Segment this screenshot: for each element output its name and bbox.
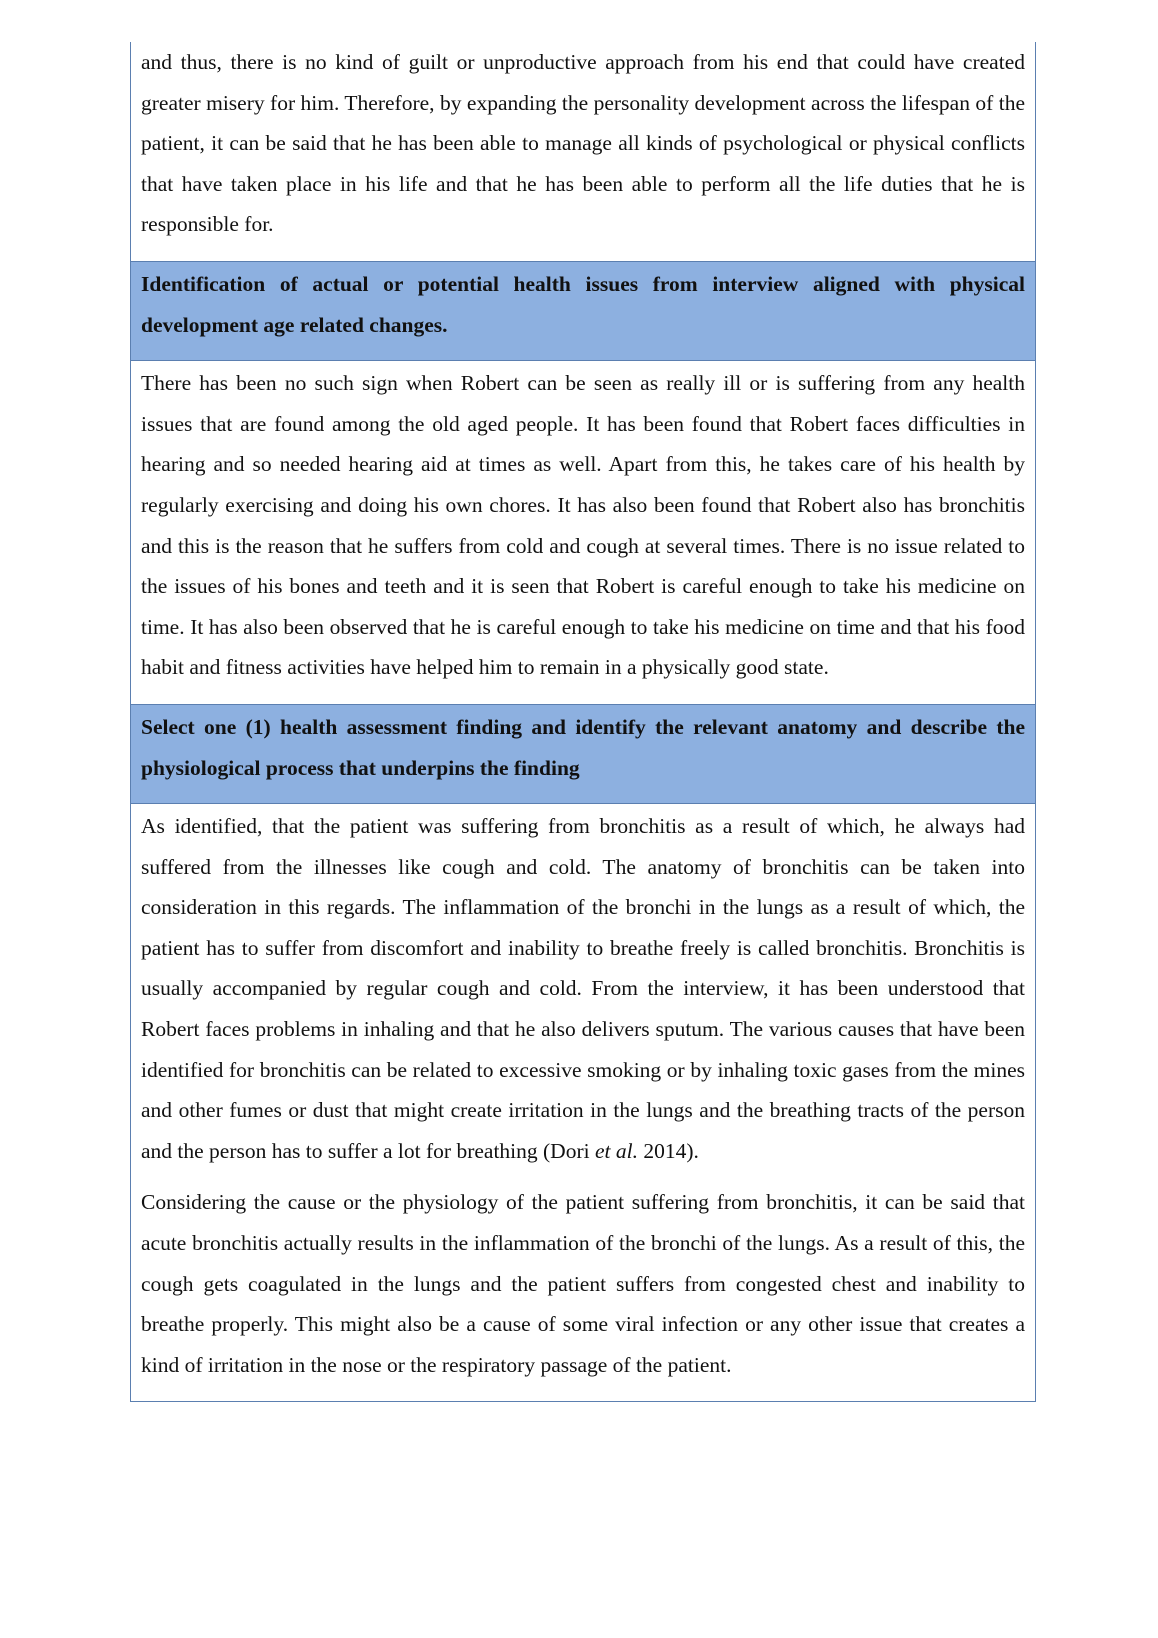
anatomy-cell bbox=[131, 804, 1035, 1401]
health-issues-heading-cell bbox=[131, 261, 1035, 361]
intro-cell bbox=[131, 42, 1035, 261]
anatomy-heading: Select one (1) health assessment finding and identify the relevant anatomy and describe the physiological process that underpins the finding bbox=[141, 714, 1025, 780]
health-issues-paragraph: There has been no such sign when Robert can be seen as really ill or is suffering from any health issues that are found among the old aged people. It has been found that Robert faces difficulties in hearing and so needed hearing aid at times as well. Apart from this, he takes care of his health by regularly exercising and doing his own chores. It has also been found that Robert also has bronchitis and this is the reason that he suffers from cold and cough at several times. There is no issue related to the issues of his bones and teeth and it is seen that Robert is careful enough to take his medicine on time. It has also been observed that he is careful enough to take his medicine on time and that his food habit and fitness activities have helped him to remain in a physically good state. bbox=[141, 371, 1025, 680]
intro-paragraph: and thus, there is no kind of guilt or unproductive approach from his end that could have created greater misery for him. Therefore, by expanding the personality development across the lifespan of the patient, it can be said that he has been able to manage all kinds of psychological or physical conflicts that have taken place in his life and that he has been able to perform all the life duties that he is responsible for. bbox=[141, 50, 1025, 237]
health-issues-cell bbox=[131, 361, 1035, 704]
anatomy-paragraph-text: As identified, that the patient was suffering from bronchitis as a result of which, he always had suffered from the illnesses like cough and cold. The anatomy of bronchitis can be taken into consideration in this regards. The inflammation of the bronchi in the lungs as a result of which, the patient has to suffer from discomfort and inability to breathe freely is called bronchitis. Bronchitis is usually accompanied by regular cough and cold. From the interview, it has been understood that Robert faces problems in inhaling and that he also delivers sputum. The various causes that have been identified for bronchitis can be related to excessive smoking or by inhaling toxic gases from the mines and other fumes or dust that might create irritation in the lungs and the breathing tracts of the person and the person has to suffer a lot for breathing (Dori bbox=[141, 814, 1025, 1163]
health-issues-heading: Identification of actual or potential health issues from interview aligned with physical development age related changes. bbox=[141, 271, 1025, 337]
citation-year: 2014). bbox=[637, 1138, 699, 1163]
anatomy-paragraph bbox=[141, 806, 1025, 1171]
anatomy-heading-cell bbox=[131, 704, 1035, 804]
citation-et-al: et al. bbox=[594, 1138, 638, 1163]
assessment-table bbox=[130, 42, 1036, 1402]
physiology-paragraph: Considering the cause or the physiology of the patient suffering from bronchitis, it can be said that acute bronchitis actually results in the inflammation of the bronchi of the lungs. As a result of this, the cough gets coagulated in the lungs and the patient suffers from congested chest and inability to breathe properly. This might also be a cause of some viral infection or any other issue that creates a kind of irritation in the nose or the respiratory passage of the patient. bbox=[141, 1190, 1025, 1377]
